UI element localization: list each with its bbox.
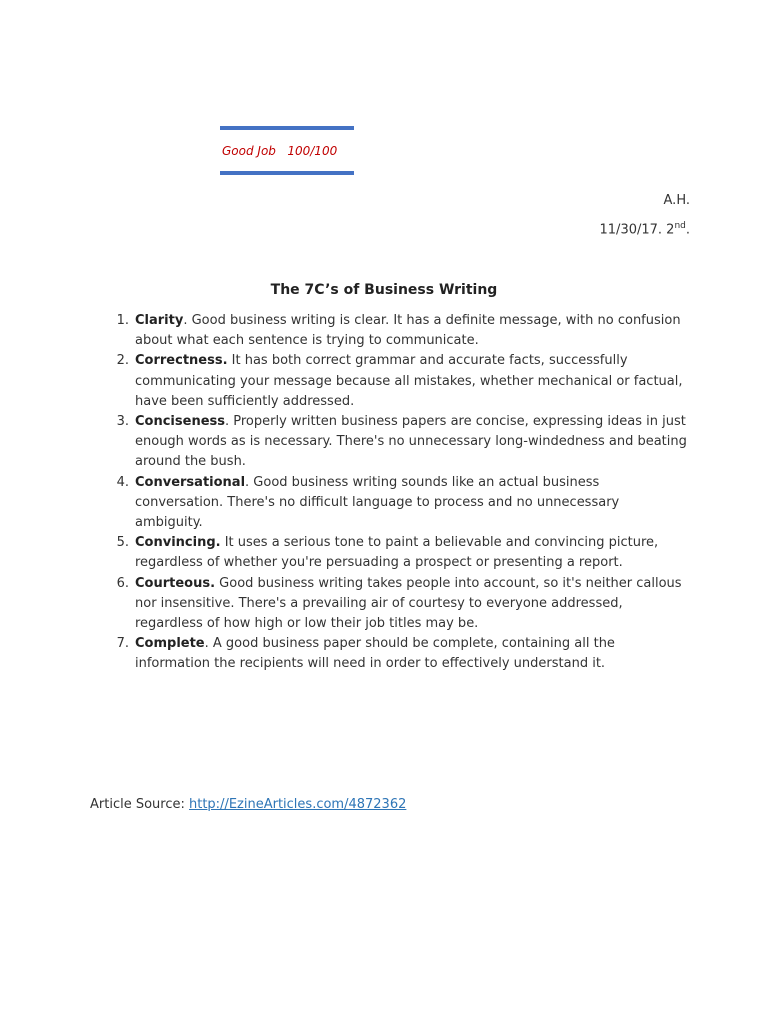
source-link[interactable]: http://EzineArticles.com/4872362 [189,797,407,812]
date-line [600,221,690,237]
list-item [116,412,687,473]
item-term: Convincing. [135,535,221,551]
item-number: 4. [116,474,129,490]
item-number: 7. [116,636,129,652]
list-item [116,533,687,573]
item-description: Good business writing takes people into account, so it's neither callous nor insensitive. There's a prevailing air of courtesy to everyone addressed, regardless of how high or low their job titles may be. [135,575,682,632]
list-item [116,574,687,635]
item-term: Clarity [135,313,184,328]
item-term: Correctness. [135,353,228,369]
item-number: 3. [116,414,129,430]
date-text: 11/30/17. 2 [599,222,675,238]
grade-text: Good Job 100/100 [222,144,338,158]
grade-box [220,126,354,175]
item-description: It has both correct grammar and accurate facts, successfully communicating your message because all mistakes, whether mechanical or factual, have been sufficiently addressed. [135,353,683,409]
document-title: The 7C’s of Business Writing [270,282,498,298]
author-initials: A.H. [663,193,690,208]
article-source [90,797,406,812]
date-suffix: . [685,222,690,238]
list-item [116,351,687,412]
item-description: . Properly written business papers are concise, expressing ideas in just enough words as is necessary. There's no unnecessary long-windedness and beating around the bush. [135,414,687,470]
item-description: . A good business paper should be complete, containing all the information the recipients will need in order to effectively understand it. [135,636,615,672]
seven-cs-list [116,311,687,675]
item-term: Conciseness [135,414,225,430]
source-label: Article Source: [90,797,189,812]
item-term: Conversational [135,474,246,490]
item-description: . Good business writing is clear. It has a definite message, with no confusion about what each sentence is trying to communicate. [135,313,681,349]
item-number: 1. [116,313,129,328]
item-description: . Good business writing sounds like an actual business conversation. There's no difficult language to process and no unnecessary ambiguity. [135,474,620,531]
item-description: It uses a serious tone to paint a believable and convincing picture, regardless of whether you're persuading a prospect or presenting a report. [135,535,659,571]
item-term: Courteous. [135,575,216,591]
list-item [116,311,687,351]
list-item [116,634,687,674]
list-item [116,473,687,534]
item-number: 2. [116,353,129,369]
date-superscript: nd [674,221,686,231]
item-term: Complete [135,636,205,652]
item-number: 6. [116,575,129,591]
item-number: 5. [116,535,129,551]
